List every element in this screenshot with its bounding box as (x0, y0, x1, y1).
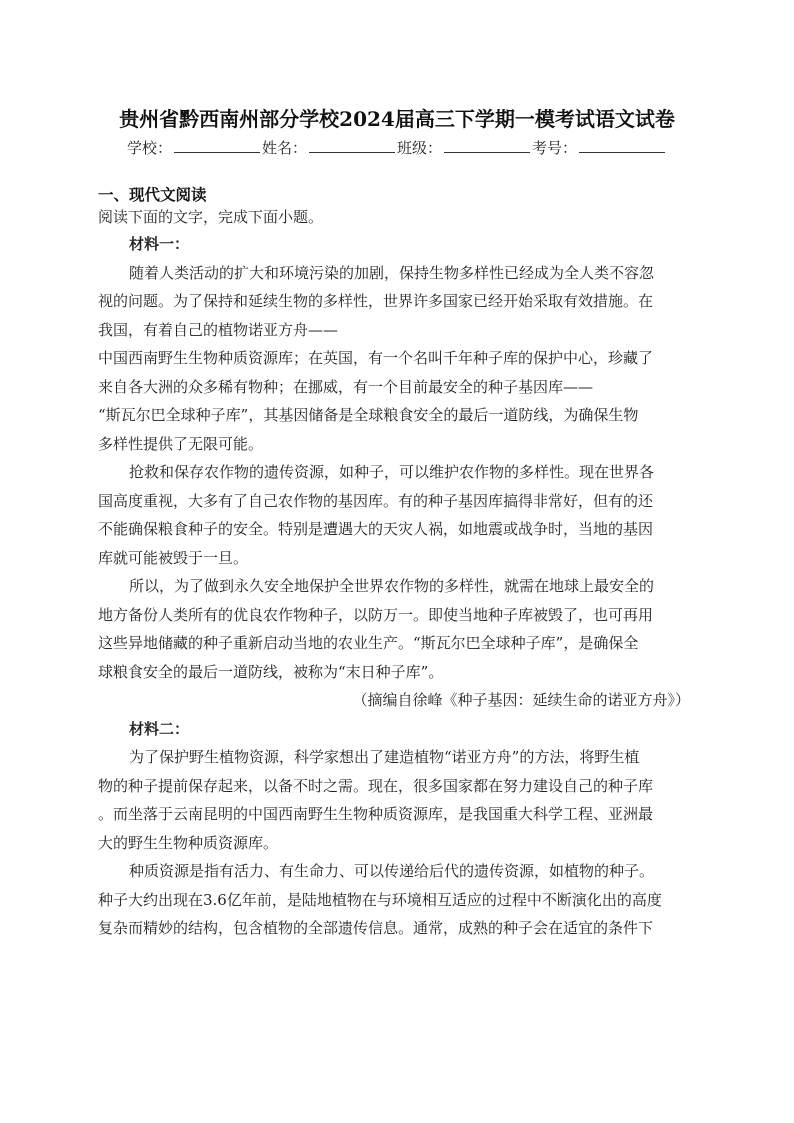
class-label: 班级： (397, 139, 443, 157)
text-line: 种质资源是指有活力、有生命力、可以传递给后代的遗传资源，如植物的种子。 (129, 862, 655, 880)
material1-paragraph-2 (98, 458, 690, 572)
name-blank[interactable] (309, 138, 395, 153)
section-heading: 一、现代文阅读 (98, 185, 207, 204)
text-line: “斯瓦尔巴全球种子库”，其基因储备是全球粮食安全的最后一道防线，为确保生物 (98, 406, 639, 424)
text-line: 物的种子提前保存起来，以备不时之需。现在，很多国家都在努力建设自己的种子库 (98, 776, 654, 795)
text-line: 大的野生生物种质资源库。 (98, 833, 279, 852)
text-line: 抢救和保存农作物的遗传资源，如种子，可以维护农作物的多样性。现在世界各 (129, 463, 655, 481)
number-blank[interactable] (579, 138, 665, 153)
school-blank[interactable] (174, 138, 260, 153)
text-line: 地方备份人类所有的优良农作物种子，以防万一。即使当地种子库被毁了，也可再用 (98, 605, 654, 624)
text-line: 。而坐落于云南昆明的中国西南野生生物种质资源库，是我国重大科学工程、亚洲最 (98, 805, 654, 823)
text-line: 球粮食安全的最后一道防线，被称为“末日种子库”。 (98, 662, 444, 681)
material1-heading: 材料一： (129, 235, 190, 253)
text-line: 不能确保粮食种子的安全。特别是遭遇大的天灾人祸，如地震或战争时，当地的基因 (98, 520, 654, 538)
name-label: 姓名： (261, 139, 307, 157)
material2-paragraph-1 (98, 743, 690, 857)
student-info-line (0, 137, 794, 158)
passage-body (98, 230, 690, 943)
school-label: 学校： (126, 139, 172, 157)
text-line: 为了保护野生植物资源，科学家想出了建造植物“诺亚方舟”的方法，将野生植 (129, 748, 640, 766)
text-line: 多样性提供了无限可能。 (98, 434, 264, 453)
text-line: 复杂而精妙的结构，包含植物的全部遗传信息。通常，成熟的种子会在适宜的条件下 (98, 919, 654, 937)
number-label: 考号： (532, 139, 578, 157)
material2-heading: 材料二： (129, 719, 190, 738)
text-line: 视的问题。为了保持和延续生物的多样性，世界许多国家已经开始采取有效措施。在 (98, 292, 654, 310)
material1-source: （摘编自徐峰《种子基因：延续生命的诺亚方舟》） (352, 691, 690, 709)
text-line: 我国，有着自己的植物诺亚方舟—— (98, 320, 339, 339)
material1-paragraph-1 (98, 259, 690, 459)
material2-paragraph-2 (98, 857, 690, 943)
instruction-text: 阅读下面的文字，完成下面小题。 (98, 208, 324, 226)
class-blank[interactable] (444, 138, 530, 153)
exam-title: 贵州省黔西南州部分学校2024届高三下学期一模考试语文试卷 (119, 107, 675, 131)
text-line: 中国西南野生生物种质资源库；在英国，有一个名叫千年种子库的保护中心，珍藏了 (98, 349, 654, 367)
text-line: 这些异地储藏的种子重新启动当地的农业生产。“斯瓦尔巴全球种子库”，是确保全 (98, 634, 639, 652)
text-line: 种子大约出现在3.6亿年前，是陆地植物在与环境相互适应的过程中不断演化出的高度 (98, 890, 662, 909)
text-line: 库就可能被毁于一旦。 (98, 548, 249, 567)
text-line: 随着人类活动的扩大和环境污染的加剧，保持生物多样性已经成为全人类不容忽 (129, 263, 655, 282)
material1-paragraph-3 (98, 572, 690, 686)
text-line: 国高度重视，大多有了自己农作物的基因库。有的种子基因库搞得非常好，但有的还 (98, 491, 654, 510)
text-line: 所以，为了做到永久安全地保护全世界农作物的多样性，就需在地球上最安全的 (129, 577, 655, 595)
text-line: 来自各大洲的众多稀有物种；在挪威，有一个目前最安全的种子基因库—— (98, 377, 594, 396)
